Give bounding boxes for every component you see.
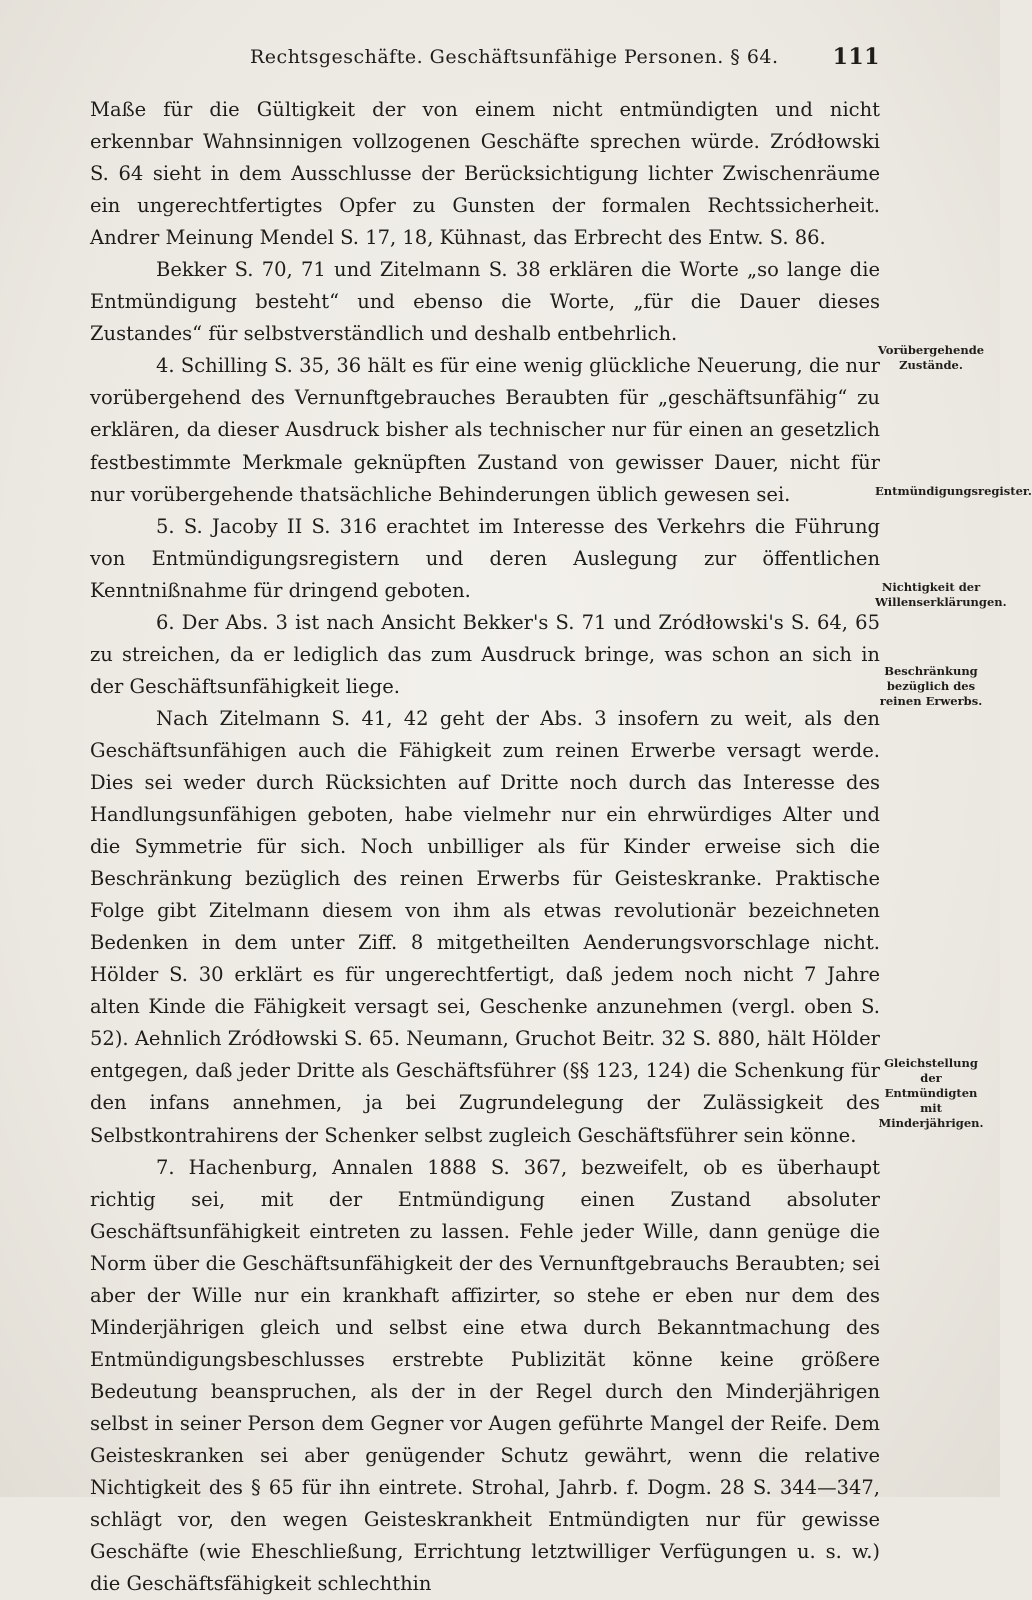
paragraph: 6. Der Abs. 3 ist nach Ansicht Bekker's S. 71 und Zródłowski's S. 64, 65 zu streichen, da er lediglich das zum Ausdruck bringe, was schon an sich in der Geschäftsunfähigkeit liege.	[90, 610, 880, 698]
paragraph: Nach Zitelmann S. 41, 42 geht der Abs. 3 insofern zu weit, als den Geschäftsunfähigen auch die Fähigkeit zum reinen Erwerbe versagt werde. Dies sei weder durch Rücksichten auf Dritte noch durch das Interesse des Handlungsunfähigen geboten, habe vielmehr nur ein ehrwürdiges Alter und die Symmetrie für sich. Noch unbilliger als für Kinder erweise sich die Beschränkung bezüglich des reinen Erwerbs für Geisteskranke. Praktische Folge gibt Zitelmann diesem von ihm als etwas revolutionär bezeichneten Bedenken in dem unter Ziff. 8 mitgetheilten Aenderungsvorschlage nicht. Hölder S. 30 erklärt es für ungerechtfertigt, daß jedem noch nicht 7 Jahre alten Kinde die Fähigkeit versagt sei, Geschenke anzunehmen (vergl. oben S. 52). Aehnlich Zródłowski S. 65. Neumann, Gruchot Beitr. 32 S. 880, hält Hölder entgegen, daß jeder Dritte als Geschäftsführer (§§ 123, 124) die Schenkung für den infans annehmen, ja bei Zugrundelegung der Zulässigkeit des Selbstkontrahirens der Schenker selbst zugleich Geschäftsführer sein könne.	[90, 706, 880, 1147]
margin-note: Gleichstellung der Entmündigten mit Minderjährigen.	[878, 1056, 984, 1130]
main-text	[90, 94, 880, 1600]
margin-note: Vorübergehende Zustände.	[877, 343, 985, 372]
page-number: 111	[832, 44, 880, 70]
margin-note: Beschränkung bezüglich des reinen Erwerbs.	[879, 664, 983, 708]
paragraph: Maße für die Gültigkeit der von einem nicht entmündigten und nicht erkennbar Wahnsinnigen vollzogenen Geschäfte sprechen würde. Zródłowski S. 64 sieht in dem Ausschlusse der Berücksichtigung lichter Zwischenräume ein ungerechtfertigtes Opfer zu Gunsten der formalen Rechtssicherheit. Andrer Meinung Mendel S. 17, 18, Kühnast, das Erbrecht des Entw. S. 86.	[90, 98, 880, 250]
paragraph: 4. Schilling S. 35, 36 hält es für eine wenig glückliche Neuerung, die nur vorübergehend des Vernunftgebrauches Beraubten für „geschäftsunfähig“ zu erklären, da dieser Ausdruck bisher als technischer nur für einen an gesetzlich festbestimmte Merkmale geknüpften Zustand von gewisser Dauer, nicht für nur vorübergehende thatsächliche Behinderungen üblich gewesen sei.	[90, 354, 880, 506]
paragraph: 7. Hachenburg, Annalen 1888 S. 367, bezweifelt, ob es überhaupt richtig sei, mit der Entmündigung einen Zustand absoluter Geschäftsunfähigkeit eintreten zu lassen. Fehle jeder Wille, dann genüge die Norm über die Geschäftsunfähigkeit der des Vernunftgebrauchs Beraubten; sei aber der Wille nur ein krankhaft affizirter, so stehe er eben nur dem des Minderjährigen gleich und selbst eine etwa durch Bekanntmachung des Entmündigungsbeschlusses erstrebte Publizität könne keine größere Bedeutung beanspruchen, als der in der Regel durch den Minderjährigen selbst in seiner Person dem Gegner vor Augen geführte Mangel der Reife. Dem Geisteskranken sei aber genügender Schutz gewährt, wenn die relative Nichtigkeit des § 65 für ihn eintrete. Strohal, Jahrb. f. Dogm. 28 S. 344—347, schlägt vor, den wegen Geisteskrankheit Entmündigten nur für gewisse Geschäfte (wie Eheschließung, Errichtung letztwilliger Verfügungen u. s. w.) die Geschäftsfähigkeit schlechthin	[90, 1155, 880, 1596]
margin-note: Entmündigungsregister.	[875, 484, 1032, 498]
running-title: Rechtsgeschäfte. Geschäftsunfähige Personen. § 64.	[250, 46, 779, 68]
margin-note: Nichtigkeit der Willenserklärungen.	[875, 580, 1007, 609]
page-header	[90, 42, 880, 78]
paragraph: 5. S. Jacoby II S. 316 erachtet im Interesse des Verkehrs die Führung von Entmündigungsregistern und deren Auslegung zur öffentlichen Kenntnißnahme für dringend geboten.	[90, 514, 880, 602]
paragraph: Bekker S. 70, 71 und Zitelmann S. 38 erklären die Worte „so lange die Entmündigung besteht“ und ebenso die Worte, „für die Dauer dieses Zustandes“ für selbstverständlich und deshalb entbehrlich.	[90, 258, 880, 346]
